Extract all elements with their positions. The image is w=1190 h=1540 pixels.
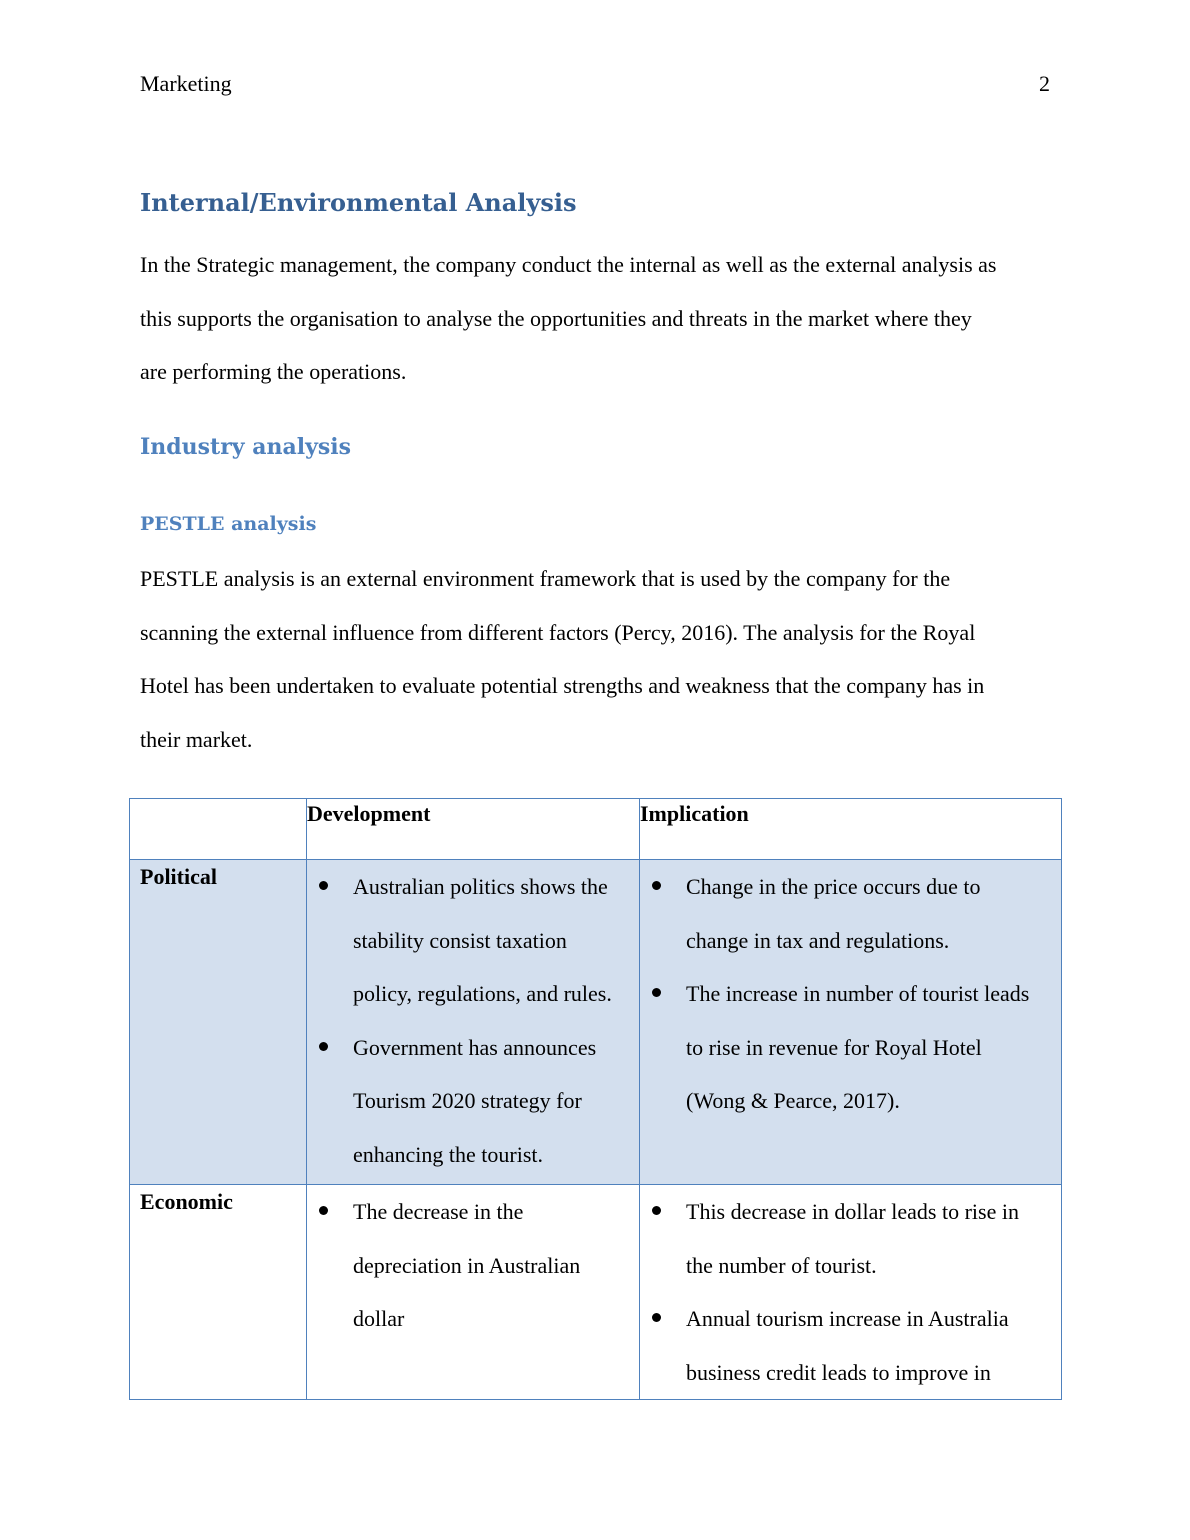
table-row-political	[130, 860, 1062, 1185]
list-item	[317, 1021, 631, 1182]
list-item-line: Tourism 2020 strategy for	[353, 1088, 582, 1113]
table-header-row	[130, 799, 1062, 860]
list-item-line: (Wong & Pearce, 2017).	[686, 1088, 900, 1113]
list-item-line: policy, regulations, and rules.	[353, 981, 612, 1006]
heading-pestle-analysis: PESTLE analysis	[140, 513, 317, 535]
paragraph-line: their market.	[140, 726, 253, 752]
list-item-line: depreciation in Australian	[353, 1252, 581, 1278]
list-item	[650, 860, 1053, 967]
list-item-line: Annual tourism increase in Australia	[686, 1306, 1009, 1331]
development-list	[307, 1185, 639, 1346]
list-item-line: dollar	[353, 1306, 405, 1331]
heading-internal-environmental-analysis: Internal/Environmental Analysis	[140, 188, 577, 217]
paragraph-line: PESTLE analysis is an external environment framework that is used by the company for the	[140, 566, 951, 591]
list-item	[650, 967, 1053, 1128]
header-cell-development: Development	[307, 799, 640, 860]
heading-industry-analysis: Industry analysis	[140, 434, 352, 460]
intro-paragraph	[140, 238, 1055, 399]
paragraph-line: this supports the organisation to analyse the opportunities and threats in the market where they	[140, 305, 972, 331]
list-item-line: The decrease in the	[353, 1199, 524, 1224]
list-item	[317, 1185, 631, 1346]
list-item-line: The increase in number of tourist leads	[686, 981, 1030, 1006]
header-cell-factor	[130, 799, 307, 860]
development-list	[307, 860, 639, 1181]
table-row-economic	[130, 1185, 1062, 1400]
list-item-line: Government has announces	[353, 1034, 597, 1060]
factor-label: Economic	[140, 1189, 233, 1214]
pestle-table	[129, 798, 1062, 1400]
list-item-line: Australian politics shows the	[353, 874, 608, 899]
implication-cell	[640, 1185, 1062, 1400]
list-item-line: This decrease in dollar leads to rise in	[686, 1199, 1019, 1224]
page-number: 2	[1039, 71, 1050, 96]
pestle-paragraph	[140, 552, 1055, 766]
list-item-line: change in tax and regulations.	[686, 927, 950, 953]
paragraph-line: In the Strategic management, the company conduct the internal as well as the external analysis as	[140, 252, 997, 277]
list-item	[317, 860, 631, 1021]
implication-cell	[640, 860, 1062, 1185]
list-item	[650, 1185, 1053, 1292]
list-item-line: Change in the price occurs due to	[686, 874, 981, 899]
paragraph-line: scanning the external influence from different factors (Percy, 2016). The analysis for the Royal	[140, 619, 976, 645]
factor-cell	[130, 860, 307, 1185]
paragraph-line: Hotel has been undertaken to evaluate potential strengths and weakness that the company has in	[140, 673, 985, 698]
list-item	[650, 1292, 1053, 1399]
list-item-line: enhancing the tourist.	[353, 1141, 544, 1167]
development-cell	[307, 1185, 640, 1400]
list-item-line: the number of tourist.	[686, 1252, 877, 1278]
factor-label: Political	[140, 864, 217, 889]
implication-list	[640, 860, 1061, 1128]
list-item-line: to rise in revenue for Royal Hotel	[686, 1034, 982, 1060]
header-title: Marketing	[140, 71, 232, 96]
list-item-line: business credit leads to improve in	[686, 1359, 991, 1385]
factor-cell	[130, 1185, 307, 1400]
list-item-line: stability consist taxation	[353, 927, 567, 953]
development-cell	[307, 860, 640, 1185]
header-cell-implication: Implication	[640, 799, 1062, 860]
implication-list	[640, 1185, 1061, 1399]
paragraph-line: are performing the operations.	[140, 359, 407, 384]
